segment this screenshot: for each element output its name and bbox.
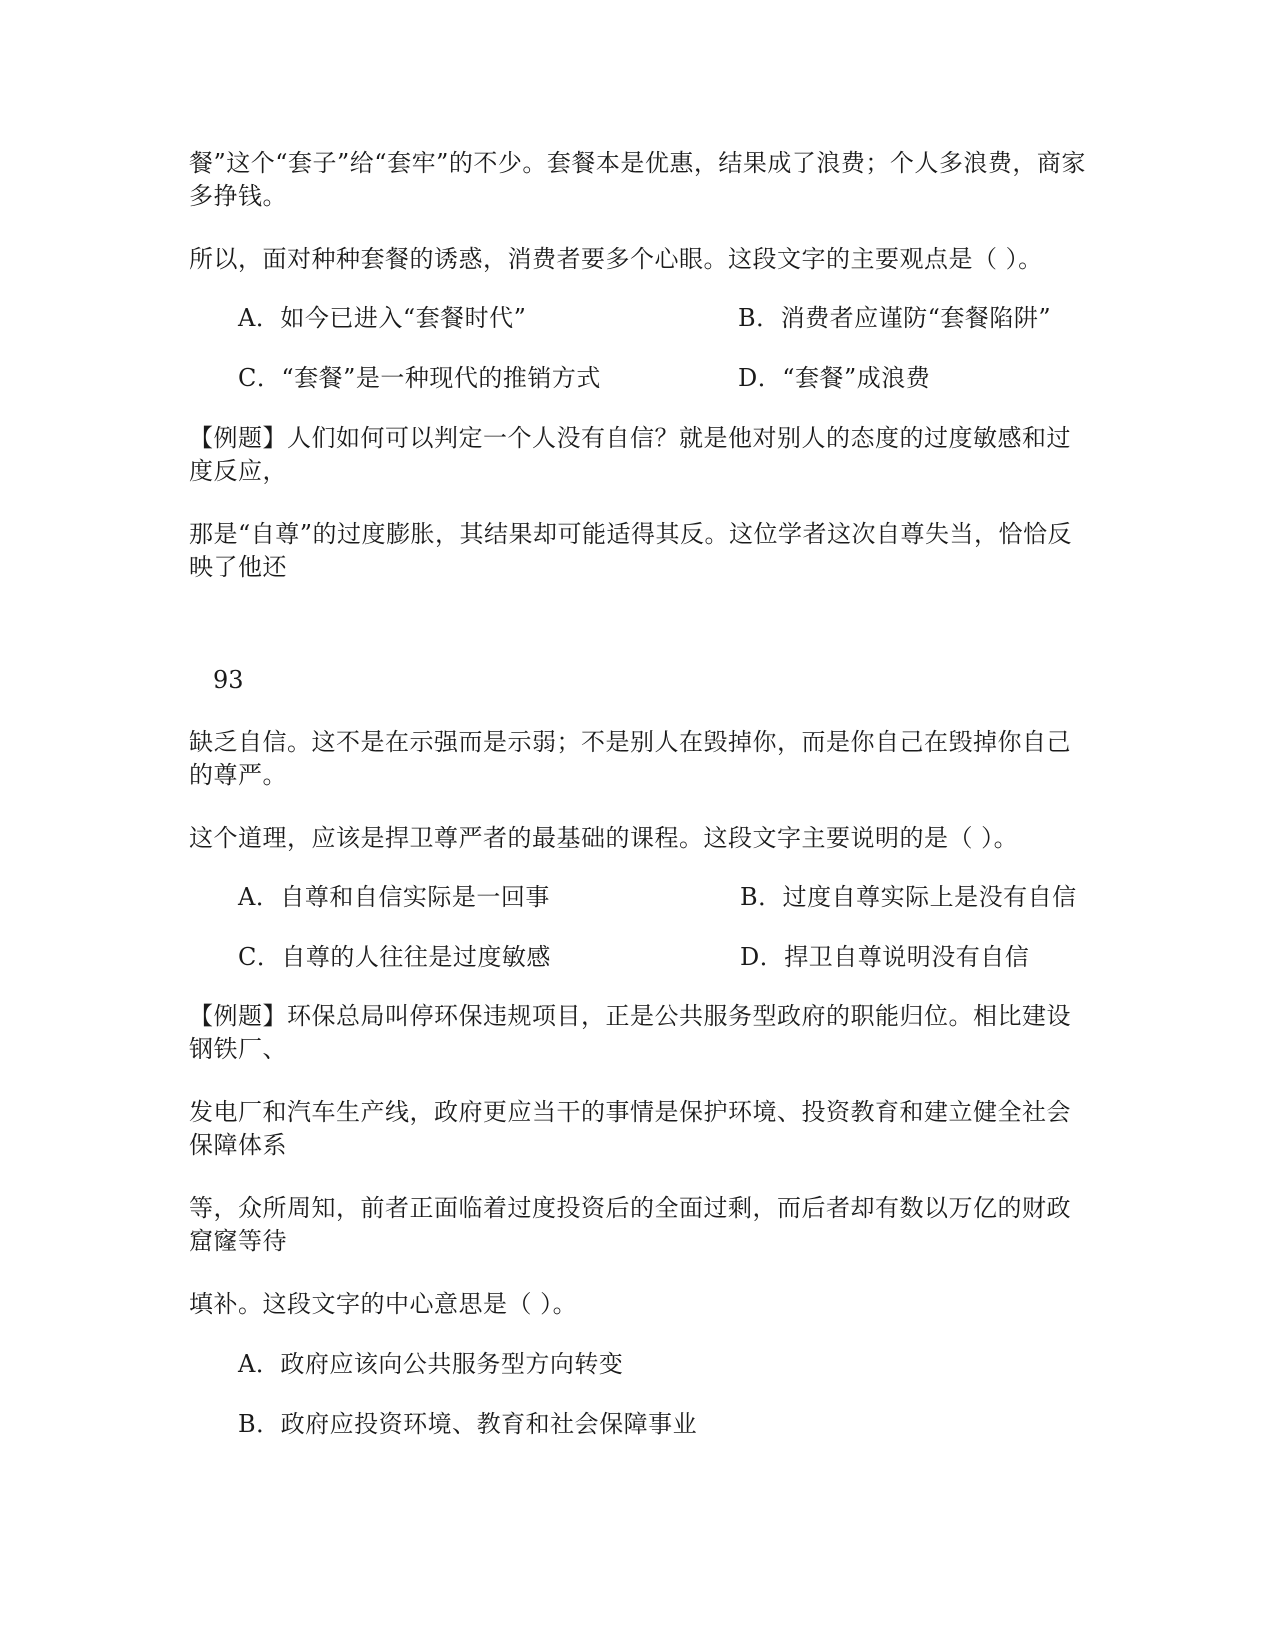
paragraph-line: 窟窿等待	[189, 1227, 287, 1255]
question-stem: 所以，面对种种套餐的诱惑，消费者要多个心眼。这段文字的主要观点是（ ）。	[189, 245, 1043, 273]
paragraph-line: 的尊严。	[189, 761, 287, 789]
paragraph-line: 保障体系	[189, 1131, 287, 1159]
question-stem: 这个道理，应该是捍卫尊严者的最基础的课程。这段文字主要说明的是（ ）。	[189, 824, 1019, 852]
example-line: 度反应，	[189, 457, 287, 485]
option-c: C．自尊的人往往是过度敏感	[238, 943, 551, 971]
option-b: B．消费者应谨防“套餐陷阱”	[738, 304, 1052, 332]
paragraph-line: 多挣钱。	[189, 182, 287, 210]
option-b: B．过度自尊实际上是没有自信	[740, 883, 1077, 911]
example-line: 钢铁厂、	[189, 1035, 287, 1063]
paragraph-line: 发电厂和汽车生产线，政府更应当干的事情是保护环境、投资教育和建立健全社会	[189, 1098, 1071, 1126]
option-b: B．政府应投资环境、教育和社会保障事业	[238, 1410, 698, 1438]
example-line: 【例题】环保总局叫停环保违规项目，正是公共服务型政府的职能归位。相比建设	[189, 1002, 1071, 1030]
paragraph-line: 映了他还	[189, 553, 287, 581]
page-number: 93	[213, 666, 244, 694]
option-a: A．如今已进入“套餐时代”	[238, 304, 527, 332]
paragraph-line: 餐”这个“套子”给“套牢”的不少。套餐本是优惠，结果成了浪费；个人多浪费，商家	[189, 149, 1086, 177]
option-a: A．政府应该向公共服务型方向转变	[238, 1350, 624, 1378]
paragraph-line: 缺乏自信。这不是在示强而是示弱；不是别人在毁掉你，而是你自己在毁掉你自己	[189, 728, 1071, 756]
option-d: D．“套餐”成浪费	[738, 364, 931, 392]
paragraph-line: 等，众所周知，前者正面临着过度投资后的全面过剩，而后者却有数以万亿的财政	[189, 1194, 1071, 1222]
example-line: 【例题】人们如何可以判定一个人没有自信？就是他对别人的态度的过度敏感和过	[189, 424, 1071, 452]
option-c: C．“套餐”是一种现代的推销方式	[238, 364, 601, 392]
paragraph-line: 那是“自尊”的过度膨胀，其结果却可能适得其反。这位学者这次自尊失当，恰恰反	[189, 520, 1073, 548]
option-d: D．捍卫自尊说明没有自信	[740, 943, 1030, 971]
question-stem: 填补。这段文字的中心意思是（ ）。	[189, 1290, 578, 1318]
option-a: A．自尊和自信实际是一回事	[238, 883, 550, 911]
